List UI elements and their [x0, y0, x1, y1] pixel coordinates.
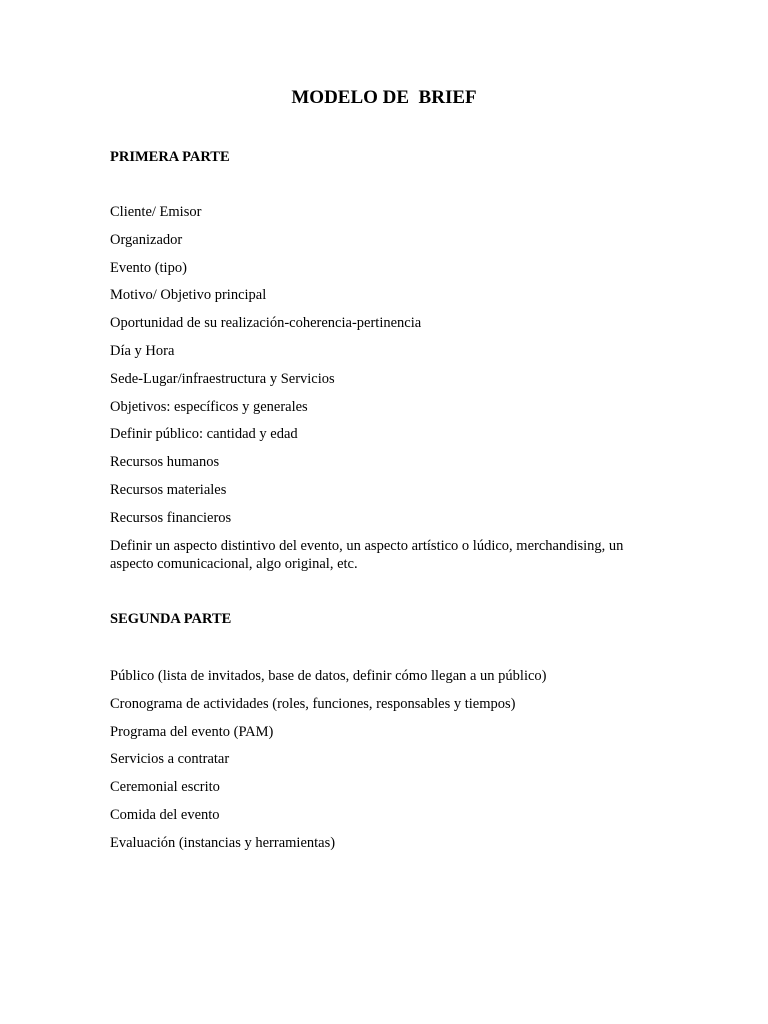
list-item: Cronograma de actividades (roles, funciones, responsables y tiempos)	[110, 695, 516, 712]
list-item: Evento (tipo)	[110, 259, 187, 276]
list-item: Evaluación (instancias y herramientas)	[110, 834, 336, 851]
list-item: Público (lista de invitados, base de datos, definir cómo llegan a un público)	[110, 668, 547, 684]
list-item: Definir público: cantidad y edad	[110, 426, 298, 443]
section-heading-segunda-parte: SEGUNDA PARTE	[110, 611, 232, 627]
list-item: Recursos materiales	[110, 481, 227, 498]
list-item: Ceremonial escrito	[110, 779, 220, 796]
list-item: Definir un aspecto distintivo del evento, un aspecto artístico o lúdico, merchandising, un aspecto comunicacional, algo original, etc.	[110, 537, 624, 572]
section-list-primera-parte	[110, 203, 670, 582]
list-item: Oportunidad de su realización-coherencia-pertinencia	[110, 315, 422, 332]
list-item: Comida del evento	[110, 806, 220, 823]
list-item: Objetivos: específicos y generales	[110, 398, 308, 415]
list-item: Motivo/ Objetivo principal	[110, 287, 267, 304]
list-item: Cliente/ Emisor	[110, 204, 202, 220]
list-item: Organizador	[110, 231, 183, 248]
list-item: Programa del evento (PAM)	[110, 723, 274, 740]
section-heading-primera-parte: PRIMERA PARTE	[110, 149, 230, 165]
list-item: Recursos financieros	[110, 509, 232, 526]
list-item: Servicios a contratar	[110, 751, 230, 768]
list-item: Sede-Lugar/infraestructura y Servicios	[110, 370, 335, 387]
document-title: MODELO DE BRIEF	[291, 87, 477, 108]
list-item: Día y Hora	[110, 342, 175, 359]
list-item: Recursos humanos	[110, 454, 220, 471]
section-list-segunda-parte	[110, 667, 670, 862]
